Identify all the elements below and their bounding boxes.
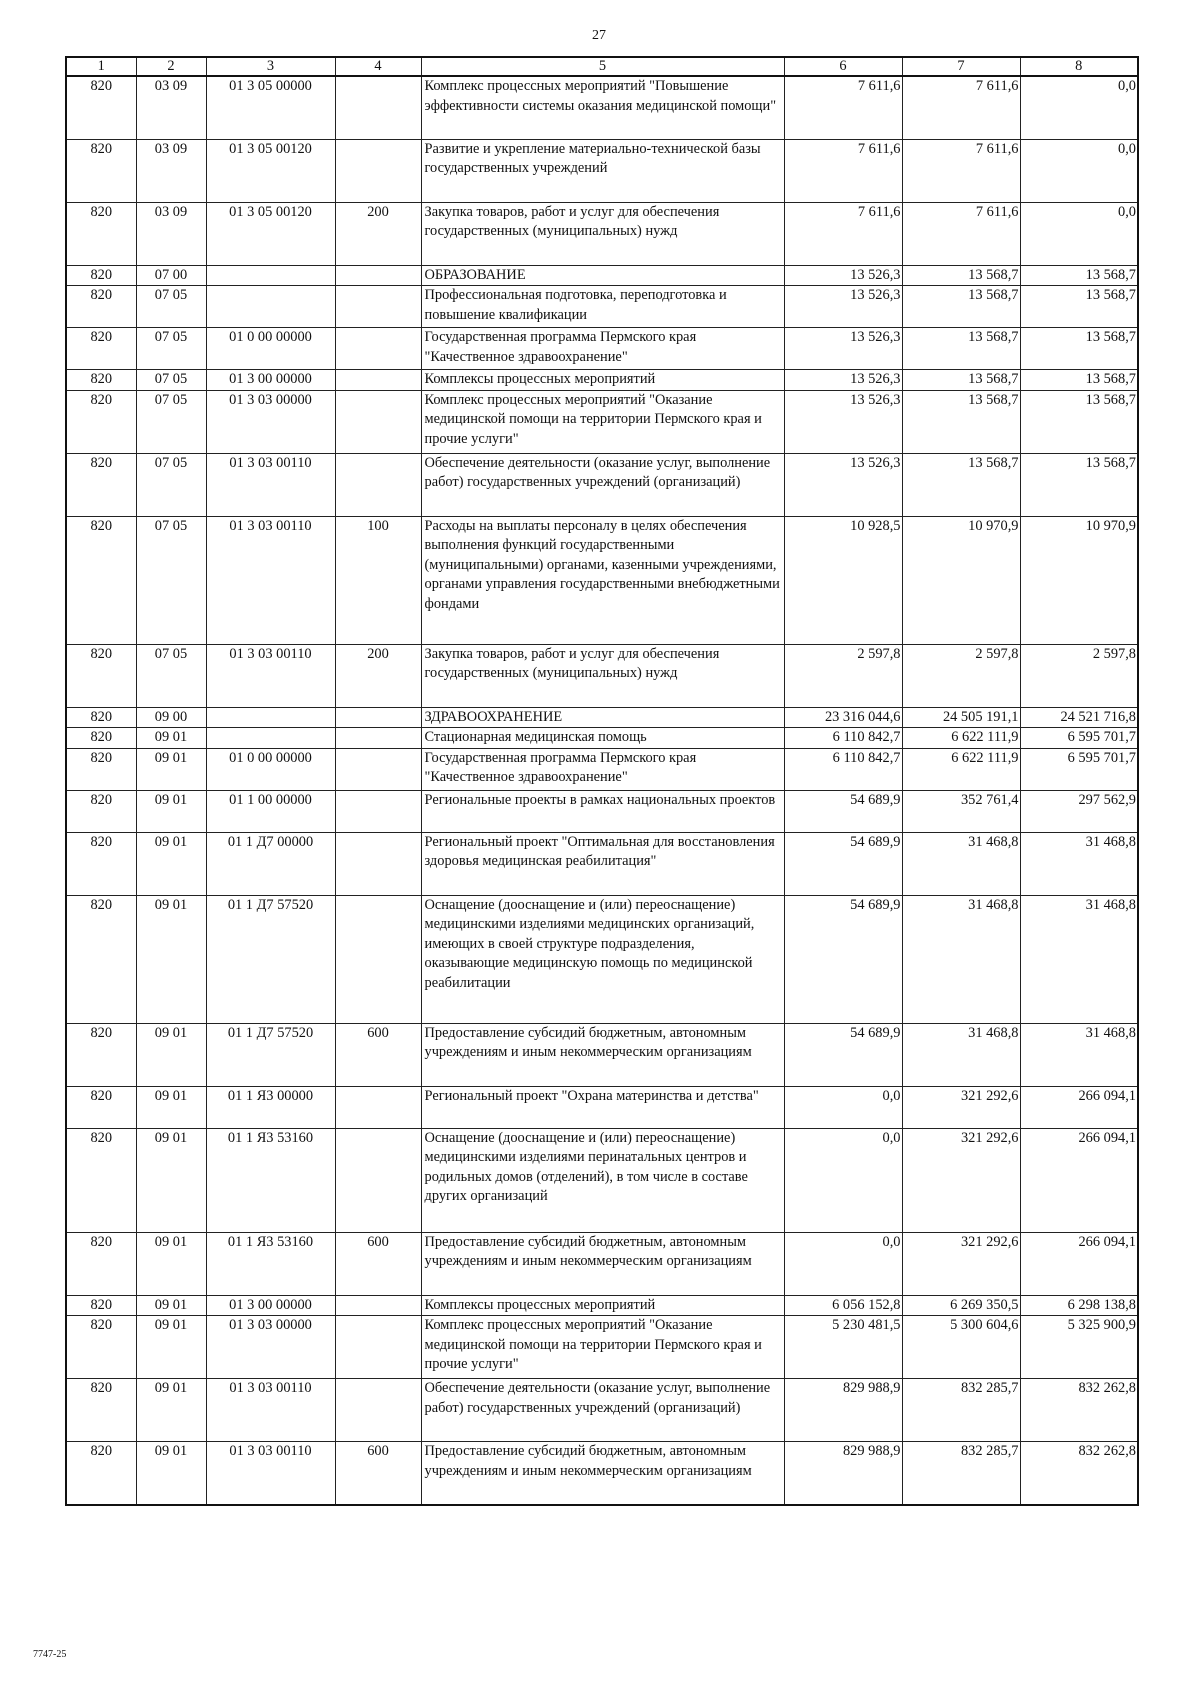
cell-amount-year1: 6 110 842,7	[784, 728, 902, 749]
cell-amount-year1: 0,0	[784, 1086, 902, 1128]
table-row	[66, 748, 1138, 790]
table-row	[66, 644, 1138, 707]
cell-ministry-code: 820	[66, 76, 136, 139]
cell-description: Предоставление субсидий бюджетным, автономным учреждениям и иным некоммерческим организациям	[421, 1023, 784, 1086]
cell-expense-type: 600	[335, 1442, 421, 1505]
cell-ministry-code: 820	[66, 1232, 136, 1295]
cell-expense-type	[335, 728, 421, 749]
cell-target-article: 01 3 03 00110	[206, 516, 335, 644]
table-row	[66, 265, 1138, 286]
cell-amount-year1: 13 526,3	[784, 370, 902, 391]
cell-amount-year1: 7 611,6	[784, 139, 902, 202]
cell-ministry-code: 820	[66, 707, 136, 728]
cell-amount-year3: 0,0	[1020, 76, 1138, 139]
cell-section-code: 07 05	[136, 370, 206, 391]
cell-target-article: 01 3 03 00110	[206, 1379, 335, 1442]
cell-section-code: 07 05	[136, 286, 206, 328]
cell-section-code: 09 01	[136, 748, 206, 790]
header-row	[66, 57, 1138, 76]
table-row	[66, 1316, 1138, 1379]
cell-description: Предоставление субсидий бюджетным, автономным учреждениям и иным некоммерческим организациям	[421, 1232, 784, 1295]
cell-amount-year2: 13 568,7	[902, 390, 1020, 453]
table-row	[66, 1023, 1138, 1086]
cell-target-article	[206, 265, 335, 286]
table-row	[66, 76, 1138, 139]
table-row	[66, 328, 1138, 370]
table-row	[66, 516, 1138, 644]
cell-expense-type: 100	[335, 516, 421, 644]
cell-amount-year3: 13 568,7	[1020, 453, 1138, 516]
cell-section-code: 09 01	[136, 1023, 206, 1086]
cell-description: ОБРАЗОВАНИЕ	[421, 265, 784, 286]
cell-ministry-code: 820	[66, 390, 136, 453]
cell-target-article: 01 3 00 00000	[206, 370, 335, 391]
cell-amount-year3: 31 468,8	[1020, 895, 1138, 1023]
cell-amount-year1: 5 230 481,5	[784, 1316, 902, 1379]
page-number: 27	[592, 28, 606, 43]
cell-amount-year2: 832 285,7	[902, 1379, 1020, 1442]
cell-expense-type	[335, 1295, 421, 1316]
cell-amount-year2: 832 285,7	[902, 1442, 1020, 1505]
cell-target-article: 01 1 Я3 53160	[206, 1128, 335, 1232]
cell-amount-year1: 23 316 044,6	[784, 707, 902, 728]
cell-ministry-code: 820	[66, 832, 136, 895]
cell-amount-year2: 321 292,6	[902, 1232, 1020, 1295]
column-header: 8	[1020, 57, 1138, 76]
cell-section-code: 09 01	[136, 1379, 206, 1442]
cell-amount-year2: 13 568,7	[902, 286, 1020, 328]
cell-amount-year3: 266 094,1	[1020, 1232, 1138, 1295]
cell-amount-year2: 321 292,6	[902, 1086, 1020, 1128]
budget-table	[65, 56, 1139, 1506]
column-header: 1	[66, 57, 136, 76]
cell-description: Обеспечение деятельности (оказание услуг, выполнение работ) государственных учреждений (организаций)	[421, 1379, 784, 1442]
cell-ministry-code: 820	[66, 1442, 136, 1505]
cell-expense-type	[335, 76, 421, 139]
cell-description: Развитие и укрепление материально-технической базы государственных учреждений	[421, 139, 784, 202]
cell-description: Оснащение (дооснащение и (или) переоснащение) медицинскими изделиями медицинских организаций, имеющих в своей структуре подразделения, оказывающие медицинскую помощь по медицинской реабилитации	[421, 895, 784, 1023]
cell-section-code: 07 05	[136, 453, 206, 516]
table-row	[66, 1232, 1138, 1295]
cell-description: Комплекс процессных мероприятий "Повышение эффективности системы оказания медицинской помощи"	[421, 76, 784, 139]
cell-amount-year1: 7 611,6	[784, 202, 902, 265]
cell-description: Оснащение (дооснащение и (или) переоснащение) медицинскими изделиями перинатальных центров и родильных домов (отделений), в том числе в составе других организаций	[421, 1128, 784, 1232]
cell-ministry-code: 820	[66, 1295, 136, 1316]
cell-amount-year3: 0,0	[1020, 139, 1138, 202]
cell-description: Комплексы процессных мероприятий	[421, 1295, 784, 1316]
cell-section-code: 09 01	[136, 790, 206, 832]
cell-ministry-code: 820	[66, 139, 136, 202]
column-header: 7	[902, 57, 1020, 76]
cell-expense-type	[335, 1086, 421, 1128]
cell-amount-year2: 321 292,6	[902, 1128, 1020, 1232]
cell-target-article: 01 3 00 00000	[206, 1295, 335, 1316]
table-row	[66, 832, 1138, 895]
cell-amount-year2: 13 568,7	[902, 453, 1020, 516]
cell-expense-type	[335, 707, 421, 728]
cell-expense-type	[335, 370, 421, 391]
cell-expense-type: 600	[335, 1023, 421, 1086]
cell-expense-type	[335, 1128, 421, 1232]
cell-expense-type	[335, 832, 421, 895]
cell-ministry-code: 820	[66, 895, 136, 1023]
table-row	[66, 1128, 1138, 1232]
cell-amount-year2: 7 611,6	[902, 76, 1020, 139]
cell-section-code: 09 01	[136, 1316, 206, 1379]
table-row	[66, 1086, 1138, 1128]
cell-amount-year3: 6 595 701,7	[1020, 728, 1138, 749]
cell-section-code: 07 05	[136, 328, 206, 370]
table-row	[66, 1295, 1138, 1316]
cell-description: Закупка товаров, работ и услуг для обеспечения государственных (муниципальных) нужд	[421, 644, 784, 707]
cell-target-article: 01 3 03 00110	[206, 453, 335, 516]
document-code: 7747-25	[33, 1649, 67, 1660]
cell-amount-year3: 266 094,1	[1020, 1086, 1138, 1128]
cell-expense-type	[335, 328, 421, 370]
cell-target-article: 01 1 Я3 00000	[206, 1086, 335, 1128]
cell-ministry-code: 820	[66, 728, 136, 749]
cell-amount-year3: 832 262,8	[1020, 1442, 1138, 1505]
table-row	[66, 895, 1138, 1023]
column-header: 6	[784, 57, 902, 76]
cell-target-article: 01 1 00 00000	[206, 790, 335, 832]
cell-ministry-code: 820	[66, 265, 136, 286]
table-body	[66, 76, 1138, 1505]
cell-description: Государственная программа Пермского края "Качественное здравоохранение"	[421, 748, 784, 790]
cell-section-code: 09 01	[136, 832, 206, 895]
cell-expense-type: 200	[335, 644, 421, 707]
table-row	[66, 286, 1138, 328]
table-header	[66, 57, 1138, 76]
cell-ministry-code: 820	[66, 516, 136, 644]
cell-amount-year1: 54 689,9	[784, 895, 902, 1023]
table-row	[66, 707, 1138, 728]
cell-target-article: 01 1 Я3 53160	[206, 1232, 335, 1295]
cell-section-code: 07 05	[136, 516, 206, 644]
cell-amount-year3: 31 468,8	[1020, 1023, 1138, 1086]
cell-section-code: 07 00	[136, 265, 206, 286]
cell-amount-year3: 0,0	[1020, 202, 1138, 265]
cell-amount-year3: 24 521 716,8	[1020, 707, 1138, 728]
cell-expense-type	[335, 748, 421, 790]
cell-description: Государственная программа Пермского края "Качественное здравоохранение"	[421, 328, 784, 370]
cell-section-code: 03 09	[136, 202, 206, 265]
cell-section-code: 03 09	[136, 139, 206, 202]
cell-section-code: 09 01	[136, 1232, 206, 1295]
cell-amount-year1: 13 526,3	[784, 390, 902, 453]
cell-amount-year1: 2 597,8	[784, 644, 902, 707]
cell-ministry-code: 820	[66, 453, 136, 516]
cell-amount-year3: 13 568,7	[1020, 265, 1138, 286]
cell-ministry-code: 820	[66, 748, 136, 790]
cell-section-code: 07 05	[136, 644, 206, 707]
cell-amount-year2: 2 597,8	[902, 644, 1020, 707]
cell-ministry-code: 820	[66, 1086, 136, 1128]
cell-section-code: 09 00	[136, 707, 206, 728]
cell-target-article: 01 3 05 00120	[206, 139, 335, 202]
cell-amount-year2: 6 622 111,9	[902, 748, 1020, 790]
cell-description: Предоставление субсидий бюджетным, автономным учреждениям и иным некоммерческим организациям	[421, 1442, 784, 1505]
cell-target-article: 01 3 05 00120	[206, 202, 335, 265]
cell-target-article: 01 1 Д7 57520	[206, 895, 335, 1023]
cell-expense-type	[335, 265, 421, 286]
cell-ministry-code: 820	[66, 286, 136, 328]
cell-ministry-code: 820	[66, 328, 136, 370]
cell-expense-type: 200	[335, 202, 421, 265]
cell-section-code: 09 01	[136, 1295, 206, 1316]
table-row	[66, 202, 1138, 265]
cell-amount-year3: 2 597,8	[1020, 644, 1138, 707]
cell-amount-year2: 352 761,4	[902, 790, 1020, 832]
cell-expense-type	[335, 453, 421, 516]
cell-target-article: 01 0 00 00000	[206, 328, 335, 370]
cell-amount-year1: 54 689,9	[784, 1023, 902, 1086]
cell-section-code: 03 09	[136, 76, 206, 139]
table-row	[66, 790, 1138, 832]
table-row	[66, 453, 1138, 516]
cell-section-code: 09 01	[136, 1442, 206, 1505]
cell-description: Расходы на выплаты персоналу в целях обеспечения выполнения функций государственными (муниципальными) органами, казенными учреждениями, органами управления государственными внебюджетными фондами	[421, 516, 784, 644]
cell-ministry-code: 820	[66, 370, 136, 391]
cell-section-code: 09 01	[136, 895, 206, 1023]
column-header: 4	[335, 57, 421, 76]
cell-ministry-code: 820	[66, 1128, 136, 1232]
table-row	[66, 370, 1138, 391]
cell-section-code: 09 01	[136, 728, 206, 749]
cell-amount-year1: 13 526,3	[784, 328, 902, 370]
cell-description: Комплекс процессных мероприятий "Оказание медицинской помощи на территории Пермского края и прочие услуги"	[421, 390, 784, 453]
cell-section-code: 09 01	[136, 1128, 206, 1232]
cell-target-article: 01 3 03 00110	[206, 644, 335, 707]
cell-description: ЗДРАВООХРАНЕНИЕ	[421, 707, 784, 728]
cell-description: Региональные проекты в рамках национальных проектов	[421, 790, 784, 832]
table-row	[66, 1442, 1138, 1505]
cell-expense-type	[335, 790, 421, 832]
cell-description: Закупка товаров, работ и услуг для обеспечения государственных (муниципальных) нужд	[421, 202, 784, 265]
cell-target-article: 01 1 Д7 00000	[206, 832, 335, 895]
column-header: 2	[136, 57, 206, 76]
cell-amount-year1: 7 611,6	[784, 76, 902, 139]
cell-amount-year1: 10 928,5	[784, 516, 902, 644]
cell-expense-type	[335, 286, 421, 328]
column-header: 3	[206, 57, 335, 76]
cell-amount-year2: 6 622 111,9	[902, 728, 1020, 749]
cell-amount-year2: 31 468,8	[902, 895, 1020, 1023]
cell-description: Комплексы процессных мероприятий	[421, 370, 784, 391]
cell-target-article: 01 0 00 00000	[206, 748, 335, 790]
cell-amount-year2: 13 568,7	[902, 265, 1020, 286]
cell-description: Комплекс процессных мероприятий "Оказание медицинской помощи на территории Пермского края и прочие услуги"	[421, 1316, 784, 1379]
cell-expense-type	[335, 1316, 421, 1379]
cell-ministry-code: 820	[66, 1316, 136, 1379]
cell-target-article: 01 1 Д7 57520	[206, 1023, 335, 1086]
cell-amount-year1: 829 988,9	[784, 1379, 902, 1442]
cell-amount-year3: 13 568,7	[1020, 286, 1138, 328]
cell-section-code: 07 05	[136, 390, 206, 453]
cell-amount-year2: 6 269 350,5	[902, 1295, 1020, 1316]
cell-target-article: 01 3 03 00000	[206, 1316, 335, 1379]
cell-amount-year1: 13 526,3	[784, 453, 902, 516]
cell-amount-year1: 0,0	[784, 1128, 902, 1232]
cell-amount-year2: 31 468,8	[902, 832, 1020, 895]
cell-amount-year2: 24 505 191,1	[902, 707, 1020, 728]
cell-target-article: 01 3 05 00000	[206, 76, 335, 139]
cell-expense-type: 600	[335, 1232, 421, 1295]
cell-amount-year3: 13 568,7	[1020, 328, 1138, 370]
cell-ministry-code: 820	[66, 1379, 136, 1442]
table-row	[66, 1379, 1138, 1442]
cell-amount-year3: 31 468,8	[1020, 832, 1138, 895]
cell-amount-year2: 10 970,9	[902, 516, 1020, 644]
cell-ministry-code: 820	[66, 644, 136, 707]
cell-amount-year2: 5 300 604,6	[902, 1316, 1020, 1379]
table-row	[66, 728, 1138, 749]
cell-amount-year3: 297 562,9	[1020, 790, 1138, 832]
cell-amount-year1: 829 988,9	[784, 1442, 902, 1505]
cell-description: Профессиональная подготовка, переподготовка и повышение квалификации	[421, 286, 784, 328]
cell-amount-year3: 13 568,7	[1020, 370, 1138, 391]
cell-amount-year3: 5 325 900,9	[1020, 1316, 1138, 1379]
table-row	[66, 139, 1138, 202]
cell-description: Региональный проект "Охрана материнства и детства"	[421, 1086, 784, 1128]
cell-ministry-code: 820	[66, 790, 136, 832]
cell-amount-year2: 13 568,7	[902, 328, 1020, 370]
table-row	[66, 390, 1138, 453]
cell-amount-year1: 54 689,9	[784, 790, 902, 832]
cell-amount-year3: 13 568,7	[1020, 390, 1138, 453]
cell-description: Стационарная медицинская помощь	[421, 728, 784, 749]
cell-amount-year2: 7 611,6	[902, 202, 1020, 265]
cell-amount-year3: 6 298 138,8	[1020, 1295, 1138, 1316]
cell-expense-type	[335, 895, 421, 1023]
cell-ministry-code: 820	[66, 202, 136, 265]
cell-amount-year3: 6 595 701,7	[1020, 748, 1138, 790]
cell-amount-year3: 832 262,8	[1020, 1379, 1138, 1442]
cell-expense-type	[335, 390, 421, 453]
cell-target-article	[206, 707, 335, 728]
cell-target-article: 01 3 03 00110	[206, 1442, 335, 1505]
cell-amount-year1: 13 526,3	[784, 265, 902, 286]
cell-expense-type	[335, 1379, 421, 1442]
cell-ministry-code: 820	[66, 1023, 136, 1086]
cell-amount-year3: 266 094,1	[1020, 1128, 1138, 1232]
cell-description: Обеспечение деятельности (оказание услуг, выполнение работ) государственных учреждений (организаций)	[421, 453, 784, 516]
cell-target-article: 01 3 03 00000	[206, 390, 335, 453]
cell-amount-year1: 6 110 842,7	[784, 748, 902, 790]
cell-amount-year1: 54 689,9	[784, 832, 902, 895]
cell-amount-year2: 31 468,8	[902, 1023, 1020, 1086]
cell-section-code: 09 01	[136, 1086, 206, 1128]
cell-amount-year2: 7 611,6	[902, 139, 1020, 202]
cell-amount-year2: 13 568,7	[902, 370, 1020, 391]
cell-expense-type	[335, 139, 421, 202]
cell-amount-year1: 13 526,3	[784, 286, 902, 328]
cell-amount-year3: 10 970,9	[1020, 516, 1138, 644]
cell-amount-year1: 0,0	[784, 1232, 902, 1295]
cell-target-article	[206, 728, 335, 749]
column-header: 5	[421, 57, 784, 76]
cell-amount-year1: 6 056 152,8	[784, 1295, 902, 1316]
cell-target-article	[206, 286, 335, 328]
cell-description: Региональный проект "Оптимальная для восстановления здоровья медицинская реабилитация"	[421, 832, 784, 895]
